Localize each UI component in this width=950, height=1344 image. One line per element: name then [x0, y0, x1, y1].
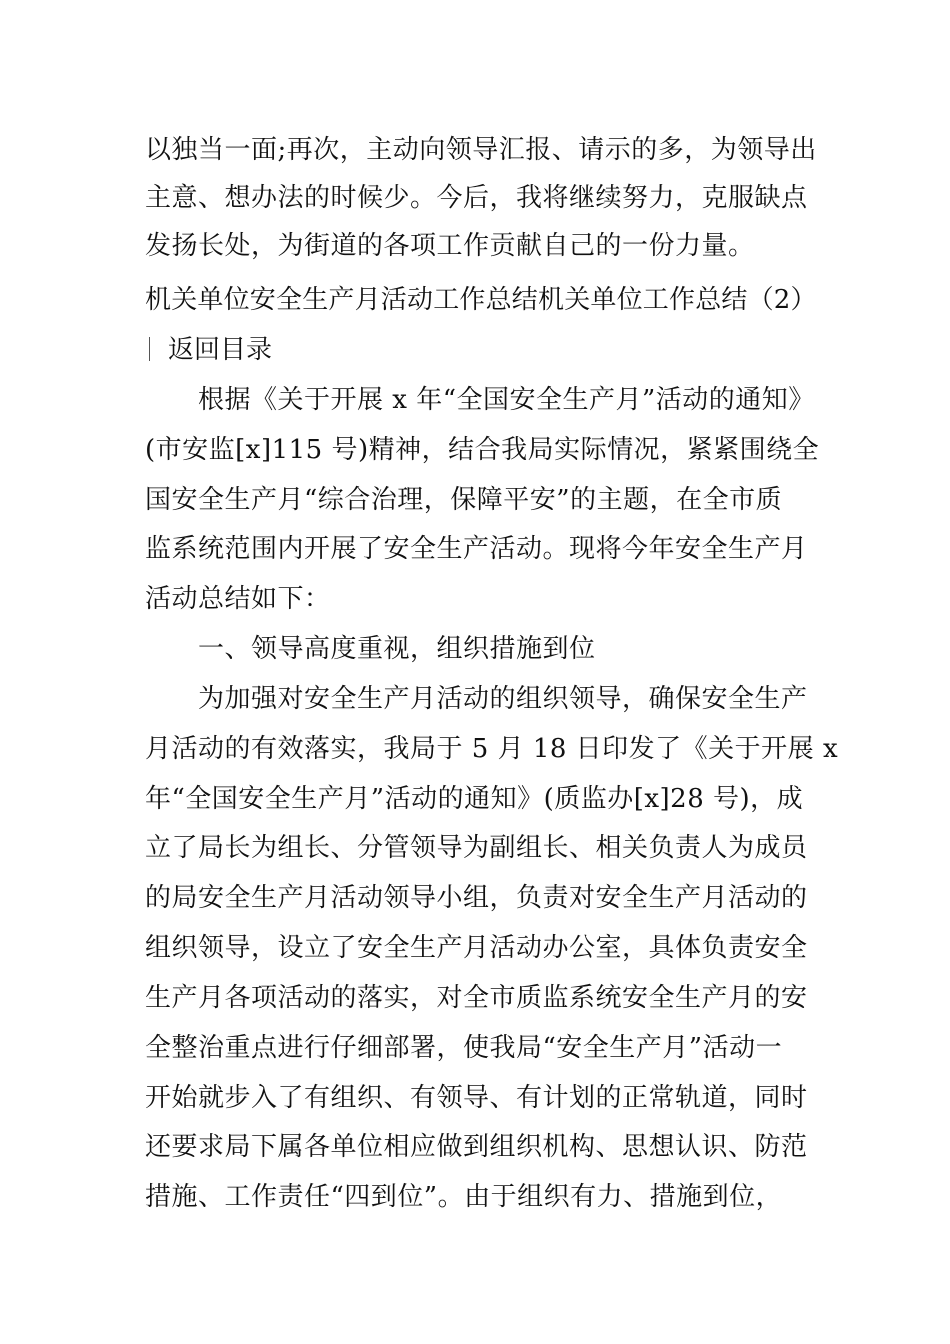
text-line: 国安全生产月“综合治理，保障平安”的主题，在全市质 [145, 485, 783, 515]
text-line: 年“全国安全生产月”活动的通知》(质监办[x]28 号)，成 [145, 784, 804, 814]
text-line: 组织领导，设立了安全生产月活动办公室，具体负责安全 [145, 933, 808, 963]
text-line: 以独当一面;再次，主动向领导汇报、请示的多，为领导出 [145, 135, 817, 165]
back-to-toc-label: 返回目录 [168, 335, 273, 365]
text-line: 开始就步入了有组织、有领导、有计划的正常轨道，同时 [145, 1083, 808, 1113]
text-line: 立了局长为组长、分管领导为副组长、相关负责人为成员 [145, 833, 808, 863]
text-line: 根据《关于开展 x 年“全国安全生产月”活动的通知》 [198, 385, 815, 415]
back-to-toc-link[interactable] [145, 334, 272, 366]
text-line: 主意、想办法的时候少。今后，我将继续努力，克服缺点 [145, 183, 808, 213]
text-line: 监系统范围内开展了安全生产活动。现将今年安全生产月 [145, 534, 808, 564]
section-title: 机关单位安全生产月活动工作总结机关单位工作总结（2） [145, 285, 817, 315]
text-line: 为加强对安全生产月活动的组织领导，确保安全生产 [198, 684, 808, 714]
text-line: 全整治重点进行仔细部署，使我局“安全生产月”活动一 [145, 1033, 783, 1063]
text-line: (市安监[x]115 号)精神，结合我局实际情况，紧紧围绕全 [145, 435, 820, 465]
text-line: 还要求局下属各单位相应做到组织机构、思想认识、防范 [145, 1132, 808, 1162]
subheading: 一、领导高度重视，组织措施到位 [198, 634, 596, 664]
text-line: 的局安全生产月活动领导小组，负责对安全生产月活动的 [145, 883, 808, 913]
text-line: 发扬长处，为街道的各项工作贡献自己的一份力量。 [145, 231, 755, 261]
separator-bar [149, 337, 150, 361]
text-line: 活动总结如下： [145, 584, 331, 614]
text-line: 措施、工作责任“四到位”。由于组织有力、措施到位， [145, 1182, 783, 1212]
text-line: 生产月各项活动的落实，对全市质监系统安全生产月的安 [145, 983, 808, 1013]
text-line: 月活动的有效落实，我局于 5 月 18 日印发了《关于开展 x [145, 734, 839, 764]
